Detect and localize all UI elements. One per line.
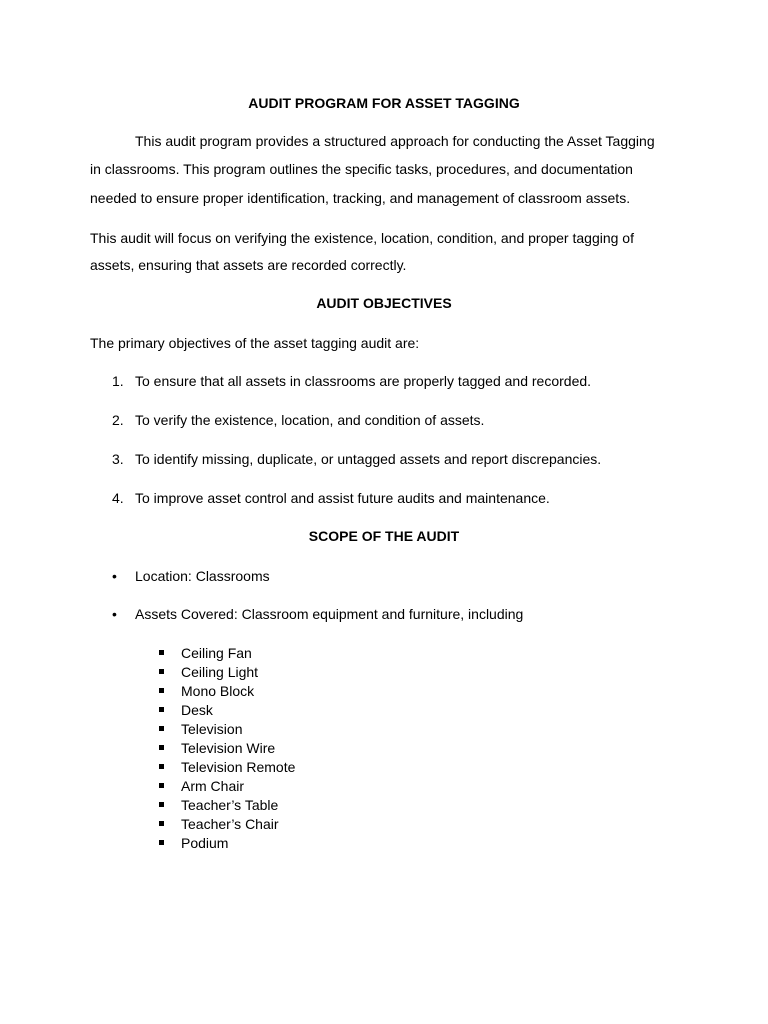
square-bullet-icon xyxy=(159,726,164,731)
bullet-icon: • xyxy=(112,606,117,622)
square-bullet-icon xyxy=(159,840,164,845)
objective-text: To ensure that all assets in classrooms are properly tagged and recorded. xyxy=(135,373,592,389)
square-bullet-icon xyxy=(159,802,164,807)
objective-text: To improve asset control and assist future audits and maintenance. xyxy=(135,490,550,506)
asset-item: Television Remote xyxy=(181,759,296,775)
objective-text: To verify the existence, location, and condition of assets. xyxy=(135,412,485,428)
square-bullet-icon xyxy=(159,745,164,750)
intro-line: in classrooms. This program outlines the specific tasks, procedures, and documentation xyxy=(90,161,633,177)
scope-heading: SCOPE OF THE AUDIT xyxy=(308,528,460,544)
asset-item: Arm Chair xyxy=(181,778,245,794)
square-bullet-icon xyxy=(159,688,164,693)
scope-item: Location: Classrooms xyxy=(135,568,270,584)
objective-number: 3. xyxy=(112,451,124,467)
intro-line: needed to ensure proper identification, tracking, and management of classroom assets. xyxy=(90,190,631,206)
objective-number: 2. xyxy=(112,412,124,428)
objectives-heading: AUDIT OBJECTIVES xyxy=(316,295,452,311)
asset-item: Desk xyxy=(181,702,213,718)
asset-item: Television Wire xyxy=(181,740,276,756)
asset-item: Teacher’s Table xyxy=(181,797,279,813)
asset-item: Teacher’s Chair xyxy=(181,816,279,832)
bullet-icon: • xyxy=(112,568,117,584)
objective-number: 1. xyxy=(112,373,124,389)
scope-item: Assets Covered: Classroom equipment and furniture, including xyxy=(135,606,524,622)
document-title: AUDIT PROGRAM FOR ASSET TAGGING xyxy=(248,95,520,111)
intro-line: This audit program provides a structured approach for conducting the Asset Tagging xyxy=(135,133,655,149)
focus-line: assets, ensuring that assets are recorded correctly. xyxy=(90,257,407,273)
objective-text: To identify missing, duplicate, or untagged assets and report discrepancies. xyxy=(135,451,602,467)
asset-item: Ceiling Light xyxy=(181,664,259,680)
square-bullet-icon xyxy=(159,650,164,655)
asset-item: Mono Block xyxy=(181,683,255,699)
square-bullet-icon xyxy=(159,669,164,674)
objective-number: 4. xyxy=(112,490,124,506)
square-bullet-icon xyxy=(159,783,164,788)
asset-item: Television xyxy=(181,721,243,737)
focus-line: This audit will focus on verifying the existence, location, condition, and proper tagging of xyxy=(90,230,634,246)
asset-item: Ceiling Fan xyxy=(181,645,252,661)
square-bullet-icon xyxy=(159,821,164,826)
square-bullet-icon xyxy=(159,707,164,712)
objectives-intro: The primary objectives of the asset tagging audit are: xyxy=(90,335,420,351)
square-bullet-icon xyxy=(159,764,164,769)
asset-item: Podium xyxy=(181,835,229,851)
